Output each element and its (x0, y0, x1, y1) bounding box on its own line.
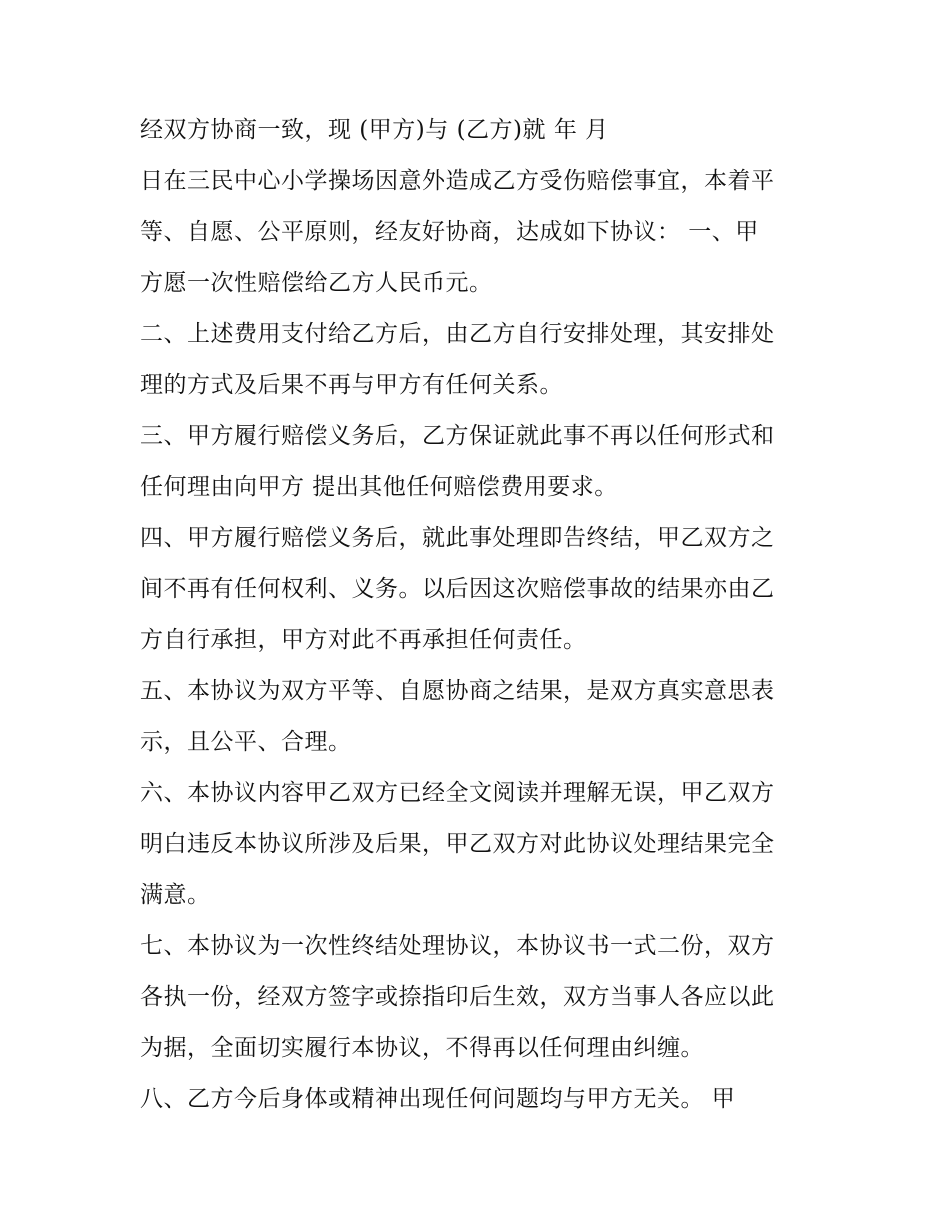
text-line: 二、上述费用支付给乙方后，由乙方自行安排处理，其安排处 (140, 321, 775, 347)
text-line: 八、乙方今后身体或精神出现任何问题均与甲方无关。 甲 (140, 1086, 736, 1112)
text-line: 各执一份，经双方签字或捺指印后生效，双方当事人各应以此 (140, 984, 775, 1010)
text-line: 七、本协议为一次性终结处理协议，本协议书一式二份，双方 (140, 933, 775, 959)
text-line: 示，且公平、合理。 (140, 729, 352, 755)
text-line: 等、自愿、公平原则，经友好协商，达成如下协议： 一、甲 (140, 219, 759, 245)
text-line: 经双方协商一致，现 (甲方)与 (乙方)就 年 月 (140, 117, 609, 143)
text-line: 六、本协议内容甲乙双方已经全文阅读并理解无误，甲乙双方 (140, 780, 775, 806)
text-line: 为据，全面切实履行本协议，不得再以任何理由纠缠。 (140, 1035, 704, 1061)
text-line: 任何理由向甲方 提出其他任何赔偿费用要求。 (140, 474, 618, 500)
text-line: 五、本协议为双方平等、自愿协商之结果，是双方真实意思表 (140, 678, 775, 704)
text-line: 满意。 (140, 882, 211, 908)
text-line: 三、甲方履行赔偿义务后，乙方保证就此事不再以任何形式和 (140, 423, 775, 449)
text-line: 日在三民中心小学操场因意外造成乙方受伤赔偿事宜，本着平 (140, 168, 775, 194)
text-line: 间不再有任何权利、义务。以后因这次赔偿事故的结果亦由乙 (140, 576, 775, 602)
text-line: 四、甲方履行赔偿义务后，就此事处理即告终结，甲乙双方之 (140, 525, 775, 551)
text-line: 方愿一次性赔偿给乙方人民币元。 (140, 270, 493, 296)
text-line: 方自行承担，甲方对此不再承担任何责任。 (140, 627, 587, 653)
text-line: 理的方式及后果不再与甲方有任何关系。 (140, 372, 563, 398)
text-line: 明白违反本协议所涉及后果，甲乙双方对此协议处理结果完全 (140, 831, 775, 857)
